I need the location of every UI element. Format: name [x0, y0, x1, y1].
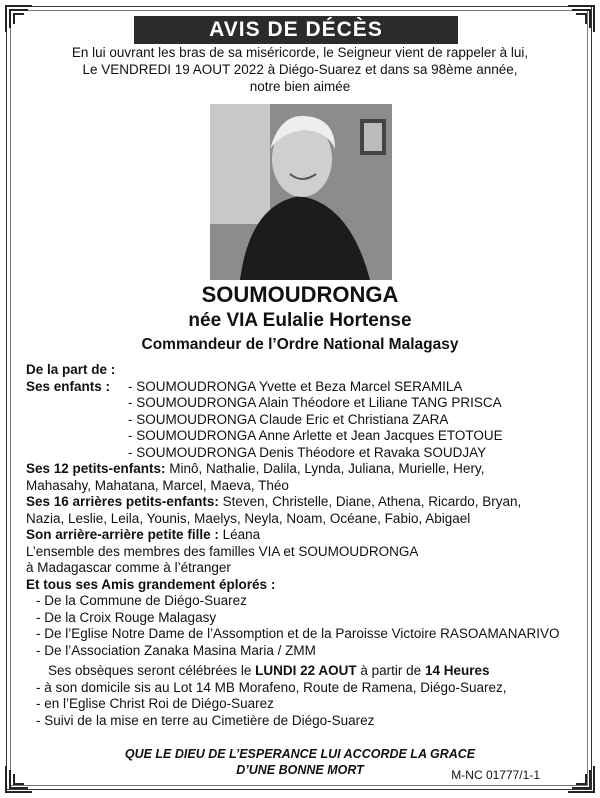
deceased-name: SOUMOUDRONGA [201, 282, 399, 307]
closing-line: D’UNE BONNE MORT [236, 763, 364, 777]
petits-enfants-label: Ses 12 petits-enfants: [26, 461, 166, 476]
list-item: - SOUMOUDRONGA Anne Arlette et Jean Jacques ETOTOUE [128, 428, 503, 443]
petits-enfants-names-cont: Mahasahy, Mahatana, Marcel, Maeva, Théo [26, 477, 289, 493]
deceased-birth-name: née VIA Eulalie Hortense [188, 310, 412, 331]
deceased-title: Commandeur de l’Ordre National Malagasy [141, 336, 459, 353]
obseques-item: - Suivi de la mise en terre au Cimetière de Diégo-Suarez [36, 712, 375, 728]
amis-item: - De l’Eglise Notre Dame de l’Assomption et de la Paroisse Victoire RASOAMANARIVO [36, 626, 560, 641]
enfants-section [26, 379, 586, 462]
enfants-label: Ses enfants : [26, 378, 111, 394]
obseques-text: à partir de [356, 663, 425, 678]
arrieres-label: Ses 16 arrières petits-enfants: [26, 494, 219, 509]
intro-text [20, 44, 580, 95]
de-la-part-heading: De la part de : [26, 362, 116, 377]
petits-enfants-line [26, 461, 586, 478]
obseques-line [26, 663, 586, 680]
reference-code: M-NC 01777/1-1 [451, 768, 540, 782]
arr-arr-value: Léana [218, 527, 261, 542]
obseques-item: - en l’Eglise Christ Roi de Diégo-Suarez [36, 696, 274, 711]
corner-ornament-icon [566, 4, 596, 34]
arr-arr-label: Son arrière-arrière petite fille : [26, 527, 219, 542]
arr-arr-line [26, 527, 586, 544]
amis-item: - De la Commune de Diégo-Suarez [36, 593, 247, 608]
obseques-item: - à son domicile sis au Lot 14 MB Morafeno, Route de Ramena, Diégo-Suarez, [36, 679, 507, 695]
petits-enfants-names: Minô, Nathalie, Dalila, Lynda, Juliana, Murielle, Hery, [165, 461, 485, 476]
obseques-text: Ses obsèques seront célébrées le [48, 663, 256, 678]
amis-item: - De la Croix Rouge Malagasy [36, 609, 217, 625]
list-item: - SOUMOUDRONGA Alain Théodore et Liliane TANG PRISCA [128, 395, 502, 410]
ensemble-line: à Madagascar comme à l’étranger [26, 560, 231, 575]
arrieres-names-cont: Nazia, Leslie, Leila, Younis, Maelys, Neyla, Noam, Océane, Fabio, Abigael [26, 510, 471, 526]
amis-item: - De l’Association Zanaka Masina Maria / ZMM [36, 642, 316, 658]
arrieres-line [26, 494, 586, 511]
arrieres-names: Steven, Christelle, Diane, Athena, Ricardo, Bryan, [218, 494, 522, 509]
obseques-date: LUNDI 22 AOUT [255, 663, 357, 678]
obseques-time: 14 Heures [424, 663, 490, 678]
page-title: AVIS DE DÉCÈS [134, 16, 458, 44]
enfants-list [128, 379, 503, 462]
list-item: - SOUMOUDRONGA Claude Eric et Christiana ZARA [128, 411, 449, 427]
list-item: - SOUMOUDRONGA Yvette et Beza Marcel SERAMILA [128, 378, 463, 394]
list-item: - SOUMOUDRONGA Denis Théodore et Ravaka SOUDJAY [128, 444, 487, 460]
corner-ornament-icon [4, 4, 34, 34]
intro-line: En lui ouvrant les bras de sa miséricorde, le Seigneur vient de rappeler à lui, [71, 45, 529, 60]
intro-line: Le VENDREDI 19 AOUT 2022 à Diégo-Suarez et dans sa 98ème année, [82, 62, 518, 77]
amis-heading: Et tous ses Amis grandement éplorés : [26, 576, 276, 592]
intro-line: notre bien aimée [249, 79, 351, 94]
portrait-photo [210, 104, 392, 280]
announcement-body [26, 362, 586, 729]
closing-line: QUE LE DIEU DE L’ESPERANCE LUI ACCORDE LA GRACE [124, 747, 476, 761]
ensemble-line: L’ensemble des membres des familles VIA et SOUMOUDRONGA [26, 543, 419, 559]
